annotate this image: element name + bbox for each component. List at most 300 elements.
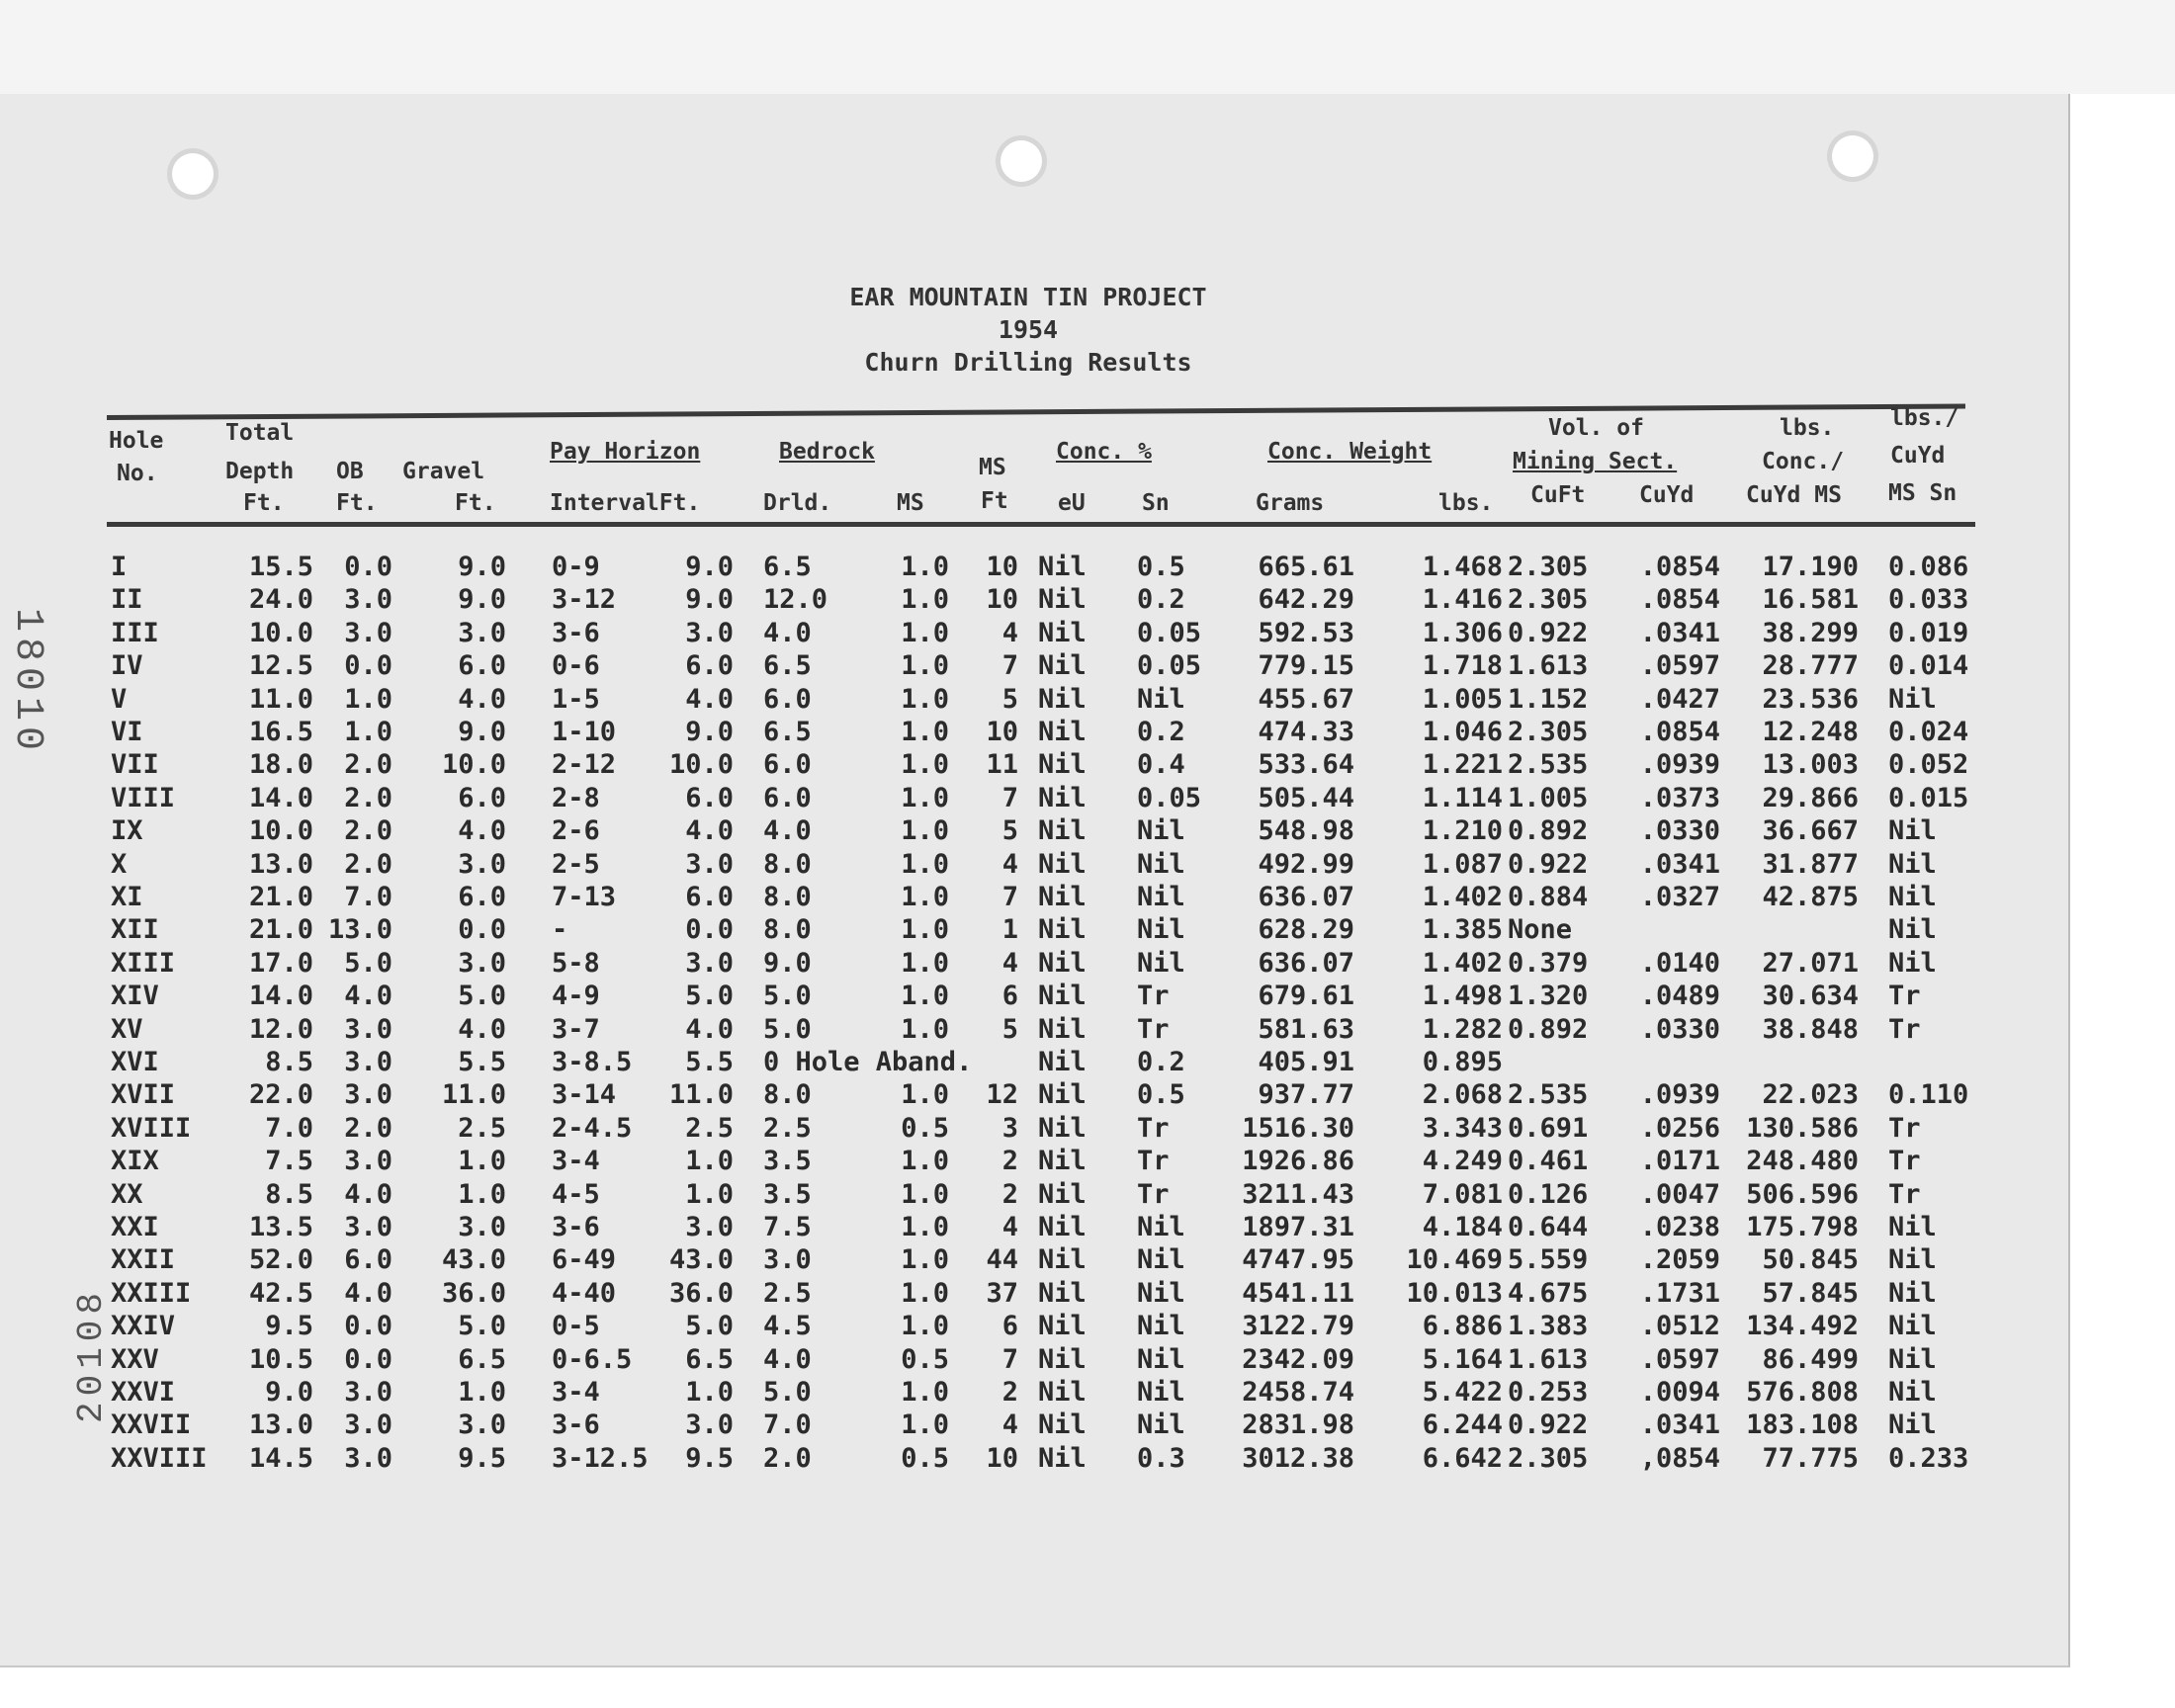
cell-pay-interval: 2-12 <box>552 749 617 780</box>
cell-conc-lbs: 1.221 <box>1422 749 1503 780</box>
cell-gravel-ft: 1.0 <box>458 1179 506 1210</box>
cell-bedrock-drld: 12.0 <box>763 584 828 615</box>
cell-conc-eu: Nil <box>1038 749 1087 780</box>
cell-ms-ft: 10 <box>986 717 1018 747</box>
cell-conc-sn: Nil <box>1137 948 1185 979</box>
cell-conc-lbs: 2.068 <box>1422 1079 1503 1110</box>
cell-lbs-cuyd-sn: Nil <box>1888 1244 1937 1275</box>
cell-ms-ft: 6 <box>1001 1311 1018 1341</box>
cell-ms-ft: 44 <box>986 1244 1018 1275</box>
cell-ob-ft: 2.0 <box>344 849 392 880</box>
cell-ob-ft: 3.0 <box>344 1443 392 1474</box>
cell-lbs-cuyd-sn: Nil <box>1888 1409 1937 1440</box>
cell-conc-eu: Nil <box>1038 1311 1087 1341</box>
cell-conc-eu: Nil <box>1038 948 1087 979</box>
cell-conc-lbs: 1.210 <box>1422 815 1503 846</box>
cell-vol-cuft: 0.691 <box>1508 1113 1589 1144</box>
header-gravel-1: Gravel <box>402 459 485 484</box>
cell-bedrock-ms: 0.5 <box>901 1113 949 1144</box>
cell-conc-grams: 592.53 <box>1258 618 1354 648</box>
cell-vol-cuft: 0.922 <box>1508 618 1589 648</box>
cell-pay-ft: 3.0 <box>685 948 734 979</box>
cell-lbs-cuyd-sn: 0.019 <box>1888 618 1969 648</box>
cell-bedrock-ms: 1.0 <box>901 1244 949 1275</box>
cell-pay-ft: 11.0 <box>668 1079 734 1110</box>
cell-bedrock-ms: 1.0 <box>901 914 949 945</box>
cell-pay-interval: 3-4 <box>552 1146 600 1176</box>
cell-conc-eu: Nil <box>1038 1113 1087 1144</box>
cell-conc-eu: Nil <box>1038 1244 1087 1275</box>
cell-hole-no: VI <box>111 717 143 747</box>
cell-gravel-ft: 4.0 <box>458 684 506 715</box>
cell-total-depth: 22.0 <box>248 1079 313 1110</box>
cell-vol-cuft: 2.535 <box>1508 1079 1589 1110</box>
cell-gravel-ft: 36.0 <box>441 1278 506 1309</box>
cell-pay-ft: 3.0 <box>685 1212 734 1242</box>
cell-total-depth: 10.0 <box>248 815 313 846</box>
cell-ob-ft: 2.0 <box>344 749 392 780</box>
cell-bedrock-ms: 1.0 <box>901 1212 949 1242</box>
cell-pay-interval: 3-14 <box>552 1079 617 1110</box>
cell-lbs-cuyd-sn: Nil <box>1888 1344 1937 1375</box>
cell-conc-grams: 628.29 <box>1258 914 1354 945</box>
cell-vol-cuft: 0.892 <box>1508 1014 1589 1045</box>
title-line-3: Churn Drilling Results <box>864 348 1192 377</box>
cell-hole-no: VII <box>111 749 159 780</box>
cell-ob-ft: 4.0 <box>344 981 392 1011</box>
cell-ms-ft: 4 <box>1001 618 1018 648</box>
cell-total-depth: 18.0 <box>248 749 313 780</box>
cell-pay-ft: 36.0 <box>668 1278 734 1309</box>
header-total-1: Total <box>225 420 295 446</box>
header-pay-horizon: Pay Horizon <box>550 439 701 465</box>
cell-hole-no: VIII <box>111 783 176 813</box>
cell-bedrock-drld: 8.0 <box>763 1079 812 1110</box>
cell-lbs-conc-cuyd: 38.299 <box>1762 618 1859 648</box>
cell-vol-cuyd: .0341 <box>1639 849 1720 880</box>
cell-lbs-cuyd-sn: Nil <box>1888 1212 1937 1242</box>
cell-lbs-cuyd-sn: Nil <box>1888 815 1937 846</box>
cell-ob-ft: 2.0 <box>344 783 392 813</box>
cell-bedrock-drld: 6.0 <box>763 783 812 813</box>
cell-ms-ft: 4 <box>1001 948 1018 979</box>
cell-conc-lbs: 4.184 <box>1422 1212 1503 1242</box>
cell-conc-sn: 0.3 <box>1137 1443 1185 1474</box>
cell-conc-eu: Nil <box>1038 1047 1087 1077</box>
cell-ms-ft: 12 <box>986 1079 1018 1110</box>
cell-lbs-cuyd-sn: Nil <box>1888 948 1937 979</box>
cell-pay-interval: - <box>552 914 568 945</box>
cell-vol-cuyd: .0256 <box>1639 1113 1720 1144</box>
cell-vol-cuyd: .0327 <box>1639 882 1720 912</box>
cell-lbs-cuyd-sn: Nil <box>1888 1377 1937 1408</box>
cell-pay-interval: 2-5 <box>552 849 600 880</box>
cell-hole-no: XIII <box>111 948 176 979</box>
header-gravel-2: Ft. <box>455 490 496 516</box>
cell-ob-ft: 2.0 <box>344 815 392 846</box>
header-msft-1: MS <box>979 455 1006 480</box>
cell-conc-sn: Nil <box>1137 1409 1185 1440</box>
cell-conc-eu: Nil <box>1038 1014 1087 1045</box>
cell-vol-cuft: 0.922 <box>1508 1409 1589 1440</box>
cell-vol-cuft: 1.005 <box>1508 783 1589 813</box>
cell-conc-grams: 1516.30 <box>1242 1113 1354 1144</box>
cell-vol-cuft: 0.126 <box>1508 1179 1589 1210</box>
cell-ms-ft: 2 <box>1001 1146 1018 1176</box>
cell-vol-cuyd: .1731 <box>1639 1278 1720 1309</box>
title-line-1: EAR MOUNTAIN TIN PROJECT <box>849 283 1207 311</box>
cell-conc-sn: Nil <box>1137 1311 1185 1341</box>
cell-bedrock-drld: 3.0 <box>763 1244 812 1275</box>
cell-conc-sn: Nil <box>1137 1244 1185 1275</box>
cell-vol-cuyd: .0854 <box>1639 552 1720 582</box>
header-lbsconc-2: Conc./ <box>1762 449 1845 474</box>
cell-conc-eu: Nil <box>1038 981 1087 1011</box>
cell-ob-ft: 3.0 <box>344 1079 392 1110</box>
cell-vol-cuyd: .0939 <box>1639 1079 1720 1110</box>
cell-pay-ft: 10.0 <box>668 749 734 780</box>
cell-conc-grams: 642.29 <box>1258 584 1354 615</box>
cell-conc-eu: Nil <box>1038 882 1087 912</box>
cell-bedrock-ms: 1.0 <box>901 783 949 813</box>
cell-conc-lbs: 10.013 <box>1406 1278 1503 1309</box>
cell-lbs-cuyd-sn: Tr <box>1888 1179 1921 1210</box>
cell-gravel-ft: 9.0 <box>458 717 506 747</box>
cell-conc-sn: 0.05 <box>1137 783 1202 813</box>
cell-conc-eu: Nil <box>1038 914 1087 945</box>
cell-hole-no: XXVII <box>111 1409 192 1440</box>
cell-pay-interval: 0-9 <box>552 552 600 582</box>
header-lbscuyd-3: MS Sn <box>1888 480 1958 506</box>
cell-total-depth: 14.0 <box>248 981 313 1011</box>
cell-pay-interval: 1-5 <box>552 684 600 715</box>
cell-bedrock-ms: 1.0 <box>901 882 949 912</box>
cell-bedrock-ms: 1.0 <box>901 552 949 582</box>
cell-hole-no: IX <box>111 815 143 846</box>
cell-hole-no: XXI <box>111 1212 159 1242</box>
cell-bedrock-ms: 0.5 <box>901 1344 949 1375</box>
cell-conc-sn: Nil <box>1137 914 1185 945</box>
cell-ob-ft: 3.0 <box>344 1146 392 1176</box>
cell-conc-lbs: 6.886 <box>1422 1311 1503 1341</box>
cell-conc-grams: 3012.38 <box>1242 1443 1354 1474</box>
cell-pay-ft: 9.0 <box>685 552 734 582</box>
cell-conc-grams: 2458.74 <box>1242 1377 1354 1408</box>
cell-pay-ft: 6.5 <box>685 1344 734 1375</box>
cell-total-depth: 12.5 <box>248 650 313 681</box>
cell-pay-ft: 0.0 <box>685 914 734 945</box>
cell-pay-ft: 43.0 <box>668 1244 734 1275</box>
cell-total-depth: 14.0 <box>248 783 313 813</box>
cell-pay-interval: 3-6 <box>552 618 600 648</box>
cell-lbs-conc-cuyd: 576.808 <box>1746 1377 1859 1408</box>
cell-pay-interval: 1-10 <box>552 717 617 747</box>
cell-hole-no: IV <box>111 650 143 681</box>
cell-gravel-ft: 9.0 <box>458 584 506 615</box>
cell-bedrock-ms: 1.0 <box>901 1179 949 1210</box>
cell-lbs-cuyd-sn: 0.110 <box>1888 1079 1969 1110</box>
cell-ob-ft: 1.0 <box>344 717 392 747</box>
cell-conc-lbs: 1.046 <box>1422 717 1503 747</box>
cell-pay-interval: 2-8 <box>552 783 600 813</box>
cell-conc-grams: 505.44 <box>1258 783 1354 813</box>
cell-conc-sn: Tr <box>1137 981 1170 1011</box>
cell-conc-sn: 0.2 <box>1137 717 1185 747</box>
cell-vol-cuft: 5.559 <box>1508 1244 1589 1275</box>
cell-hole-no: XXII <box>111 1244 176 1275</box>
cell-ob-ft: 0.0 <box>344 1311 392 1341</box>
header-pay-interval: IntervalFt. <box>550 490 701 516</box>
cell-total-depth: 12.0 <box>248 1014 313 1045</box>
cell-pay-ft: 5.5 <box>685 1047 734 1077</box>
cell-conc-eu: Nil <box>1038 783 1087 813</box>
cell-conc-eu: Nil <box>1038 650 1087 681</box>
cell-bedrock-ms: 1.0 <box>901 1079 949 1110</box>
cell-conc-sn: 0.05 <box>1137 650 1202 681</box>
cell-bedrock-ms: 1.0 <box>901 717 949 747</box>
cell-pay-ft: 1.0 <box>685 1146 734 1176</box>
cell-gravel-ft: 1.0 <box>458 1146 506 1176</box>
cell-total-depth: 13.0 <box>248 1409 313 1440</box>
cell-bedrock-ms: 1.0 <box>901 1311 949 1341</box>
cell-bedrock-drld: 6.0 <box>763 749 812 780</box>
header-lbsconc-1: lbs. <box>1780 415 1835 441</box>
cell-conc-lbs: 1.402 <box>1422 882 1503 912</box>
cell-hole-no: II <box>111 584 143 615</box>
cell-ms-ft: 7 <box>1001 882 1018 912</box>
cell-gravel-ft: 1.0 <box>458 1377 506 1408</box>
header-bottom-rule <box>107 522 1975 527</box>
document-title <box>692 281 1364 379</box>
cell-vol-cuyd: .0427 <box>1639 684 1720 715</box>
cell-bedrock-drld: 4.0 <box>763 618 812 648</box>
cell-bedrock-drld: 6.5 <box>763 650 812 681</box>
cell-bedrock-drld: 2.0 <box>763 1443 812 1474</box>
cell-pay-ft: 5.0 <box>685 981 734 1011</box>
cell-ob-ft: 4.0 <box>344 1179 392 1210</box>
cell-bedrock-ms: 1.0 <box>901 849 949 880</box>
cell-conc-grams: 3122.79 <box>1242 1311 1354 1341</box>
cell-ob-ft: 3.0 <box>344 1014 392 1045</box>
cell-conc-eu: Nil <box>1038 717 1087 747</box>
header-conc-pct: Conc. % <box>1056 439 1152 465</box>
cell-conc-sn: Tr <box>1137 1113 1170 1144</box>
cell-pay-interval: 3-6 <box>552 1409 600 1440</box>
cell-conc-sn: Tr <box>1137 1014 1170 1045</box>
cell-vol-cuft: 1.320 <box>1508 981 1589 1011</box>
cell-lbs-cuyd-sn: Tr <box>1888 1146 1921 1176</box>
cell-total-depth: 13.5 <box>248 1212 313 1242</box>
cell-conc-sn: Nil <box>1137 1377 1185 1408</box>
cell-pay-interval: 3-8.5 <box>552 1047 633 1077</box>
cell-lbs-cuyd-sn: Nil <box>1888 684 1937 715</box>
cell-bedrock-drld: 7.5 <box>763 1212 812 1242</box>
cell-ob-ft: 2.0 <box>344 1113 392 1144</box>
cell-conc-eu: Nil <box>1038 618 1087 648</box>
cell-bedrock-ms: 1.0 <box>901 1014 949 1045</box>
cell-bedrock-drld: 3.5 <box>763 1146 812 1176</box>
cell-conc-eu: Nil <box>1038 1179 1087 1210</box>
cell-pay-ft: 3.0 <box>685 849 734 880</box>
cell-pay-interval: 3-6 <box>552 1212 600 1242</box>
cell-conc-sn: Nil <box>1137 849 1185 880</box>
cell-conc-lbs: 1.385 <box>1422 914 1503 945</box>
cell-ms-ft: 10 <box>986 584 1018 615</box>
cell-conc-eu: Nil <box>1038 1146 1087 1176</box>
cell-gravel-ft: 4.0 <box>458 1014 506 1045</box>
cell-gravel-ft: 43.0 <box>441 1244 506 1275</box>
cell-total-depth: 7.0 <box>265 1113 313 1144</box>
cell-bedrock-ms: 1.0 <box>901 981 949 1011</box>
cell-conc-lbs: 0.895 <box>1422 1047 1503 1077</box>
cell-ob-ft: 0.0 <box>344 552 392 582</box>
cell-hole-no: XXVIII <box>111 1443 208 1474</box>
stamp-bottom: 20108 <box>71 1286 112 1423</box>
cell-pay-interval: 2-4.5 <box>552 1113 633 1144</box>
cell-vol-cuft: 1.152 <box>1508 684 1589 715</box>
cell-ob-ft: 0.0 <box>344 650 392 681</box>
cell-hole-no: XVI <box>111 1047 159 1077</box>
cell-conc-sn: Nil <box>1137 882 1185 912</box>
cell-bedrock-ms: 1.0 <box>901 584 949 615</box>
cell-vol-cuft: 2.305 <box>1508 584 1589 615</box>
cell-bedrock-drld: 8.0 <box>763 882 812 912</box>
cell-ms-ft: 1 <box>1001 914 1018 945</box>
cell-conc-grams: 405.91 <box>1258 1047 1354 1077</box>
cell-total-depth: 7.5 <box>265 1146 313 1176</box>
cell-conc-lbs: 1.468 <box>1422 552 1503 582</box>
cell-gravel-ft: 3.0 <box>458 618 506 648</box>
cell-ms-ft: 5 <box>1001 815 1018 846</box>
cell-ob-ft: 3.0 <box>344 1409 392 1440</box>
cell-hole-no: XI <box>111 882 143 912</box>
cell-ms-ft: 5 <box>1001 1014 1018 1045</box>
cell-total-depth: 8.5 <box>265 1047 313 1077</box>
cell-gravel-ft: 9.0 <box>458 552 506 582</box>
cell-ms-ft: 37 <box>986 1278 1018 1309</box>
punch-hole-right <box>1832 135 1873 177</box>
cell-vol-cuyd: .2059 <box>1639 1244 1720 1275</box>
cell-conc-lbs: 7.081 <box>1422 1179 1503 1210</box>
cell-hole-no: XXIV <box>111 1311 176 1341</box>
cell-lbs-cuyd-sn: 0.024 <box>1888 717 1969 747</box>
cell-conc-eu: Nil <box>1038 552 1087 582</box>
cell-ob-ft: 13.0 <box>327 914 392 945</box>
cell-vol-cuyd: .0341 <box>1639 1409 1720 1440</box>
cell-ob-ft: 4.0 <box>344 1278 392 1309</box>
cell-gravel-ft: 2.5 <box>458 1113 506 1144</box>
cell-ms-ft: 2 <box>1001 1377 1018 1408</box>
cell-hole-no: XIV <box>111 981 159 1011</box>
cell-bedrock-drld: 8.0 <box>763 849 812 880</box>
cell-hole-no: III <box>111 618 159 648</box>
header-vol-1: Vol. of <box>1548 415 1644 441</box>
cell-conc-grams: 679.61 <box>1258 981 1354 1011</box>
stamp-left: 18010 <box>5 608 49 757</box>
cell-conc-grams: 1926.86 <box>1242 1146 1354 1176</box>
cell-conc-lbs: 1.087 <box>1422 849 1503 880</box>
cell-lbs-cuyd-sn: 0.052 <box>1888 749 1969 780</box>
header-hole-1: Hole <box>109 428 164 454</box>
cell-bedrock-ms: 1.0 <box>901 749 949 780</box>
cell-total-depth: 21.0 <box>248 914 313 945</box>
cell-vol-cuyd: .0373 <box>1639 783 1720 813</box>
cell-bedrock-drld: 4.0 <box>763 815 812 846</box>
cell-ms-ft: 7 <box>1001 1344 1018 1375</box>
cell-lbs-cuyd-sn: 0.014 <box>1888 650 1969 681</box>
cell-lbs-conc-cuyd: 31.877 <box>1762 849 1859 880</box>
cell-conc-sn: 0.4 <box>1137 749 1185 780</box>
cell-lbs-cuyd-sn: Tr <box>1888 981 1921 1011</box>
cell-conc-lbs: 1.416 <box>1422 584 1503 615</box>
cell-vol-cuft: 4.675 <box>1508 1278 1589 1309</box>
cell-gravel-ft: 9.5 <box>458 1443 506 1474</box>
cell-ms-ft: 5 <box>1001 684 1018 715</box>
cell-pay-ft: 9.0 <box>685 717 734 747</box>
cell-conc-grams: 474.33 <box>1258 717 1354 747</box>
cell-conc-grams: 636.07 <box>1258 948 1354 979</box>
header-vol-2: Mining Sect. <box>1513 449 1678 474</box>
cell-pay-ft: 6.0 <box>685 650 734 681</box>
cell-conc-lbs: 6.642 <box>1422 1443 1503 1474</box>
cell-gravel-ft: 3.0 <box>458 1212 506 1242</box>
cell-conc-sn: 0.5 <box>1137 1079 1185 1110</box>
cell-conc-sn: Nil <box>1137 1278 1185 1309</box>
header-conc-weight: Conc. Weight <box>1267 439 1433 465</box>
cell-hole-no: X <box>111 849 128 880</box>
cell-pay-ft: 1.0 <box>685 1377 734 1408</box>
cell-total-depth: 10.0 <box>248 618 313 648</box>
cell-lbs-conc-cuyd: 42.875 <box>1762 882 1859 912</box>
cell-bedrock-drld: 5.0 <box>763 981 812 1011</box>
cell-hole-no: XIX <box>111 1146 159 1176</box>
cell-total-depth: 17.0 <box>248 948 313 979</box>
cell-pay-interval: 0-6.5 <box>552 1344 633 1375</box>
cell-pay-ft: 9.5 <box>685 1443 734 1474</box>
cell-vol-cuft: 0.884 <box>1508 882 1589 912</box>
cell-lbs-cuyd-sn: Nil <box>1888 1278 1937 1309</box>
cell-bedrock-ms: 1.0 <box>901 684 949 715</box>
cell-vol-cuft: 0.922 <box>1508 849 1589 880</box>
cell-conc-eu: Nil <box>1038 815 1087 846</box>
cell-conc-lbs: 1.282 <box>1422 1014 1503 1045</box>
cell-pay-ft: 4.0 <box>685 684 734 715</box>
cell-conc-grams: 636.07 <box>1258 882 1354 912</box>
cell-bedrock-drld: 6.5 <box>763 552 812 582</box>
cell-ob-ft: 7.0 <box>344 882 392 912</box>
cell-pay-ft: 1.0 <box>685 1179 734 1210</box>
cell-conc-grams: 533.64 <box>1258 749 1354 780</box>
cell-ms-ft: 7 <box>1001 783 1018 813</box>
cell-total-depth: 16.5 <box>248 717 313 747</box>
cell-bedrock-ms: 1.0 <box>901 1146 949 1176</box>
cell-lbs-conc-cuyd: 27.071 <box>1762 948 1859 979</box>
cell-hole-no: XVII <box>111 1079 176 1110</box>
cell-ms-ft: 10 <box>986 552 1018 582</box>
cell-vol-cuyd: .0489 <box>1639 981 1720 1011</box>
cell-gravel-ft: 6.0 <box>458 882 506 912</box>
cell-vol-cuft: 2.305 <box>1508 717 1589 747</box>
cell-conc-eu: Nil <box>1038 584 1087 615</box>
cell-ms-ft: 10 <box>986 1443 1018 1474</box>
cell-total-depth: 10.5 <box>248 1344 313 1375</box>
cell-ob-ft: 3.0 <box>344 618 392 648</box>
cell-conc-lbs: 1.306 <box>1422 618 1503 648</box>
cell-ms-ft: 3 <box>1001 1113 1018 1144</box>
cell-pay-interval: 3-12 <box>552 584 617 615</box>
cell-vol-cuft: 2.305 <box>1508 1443 1589 1474</box>
cell-gravel-ft: 6.0 <box>458 783 506 813</box>
